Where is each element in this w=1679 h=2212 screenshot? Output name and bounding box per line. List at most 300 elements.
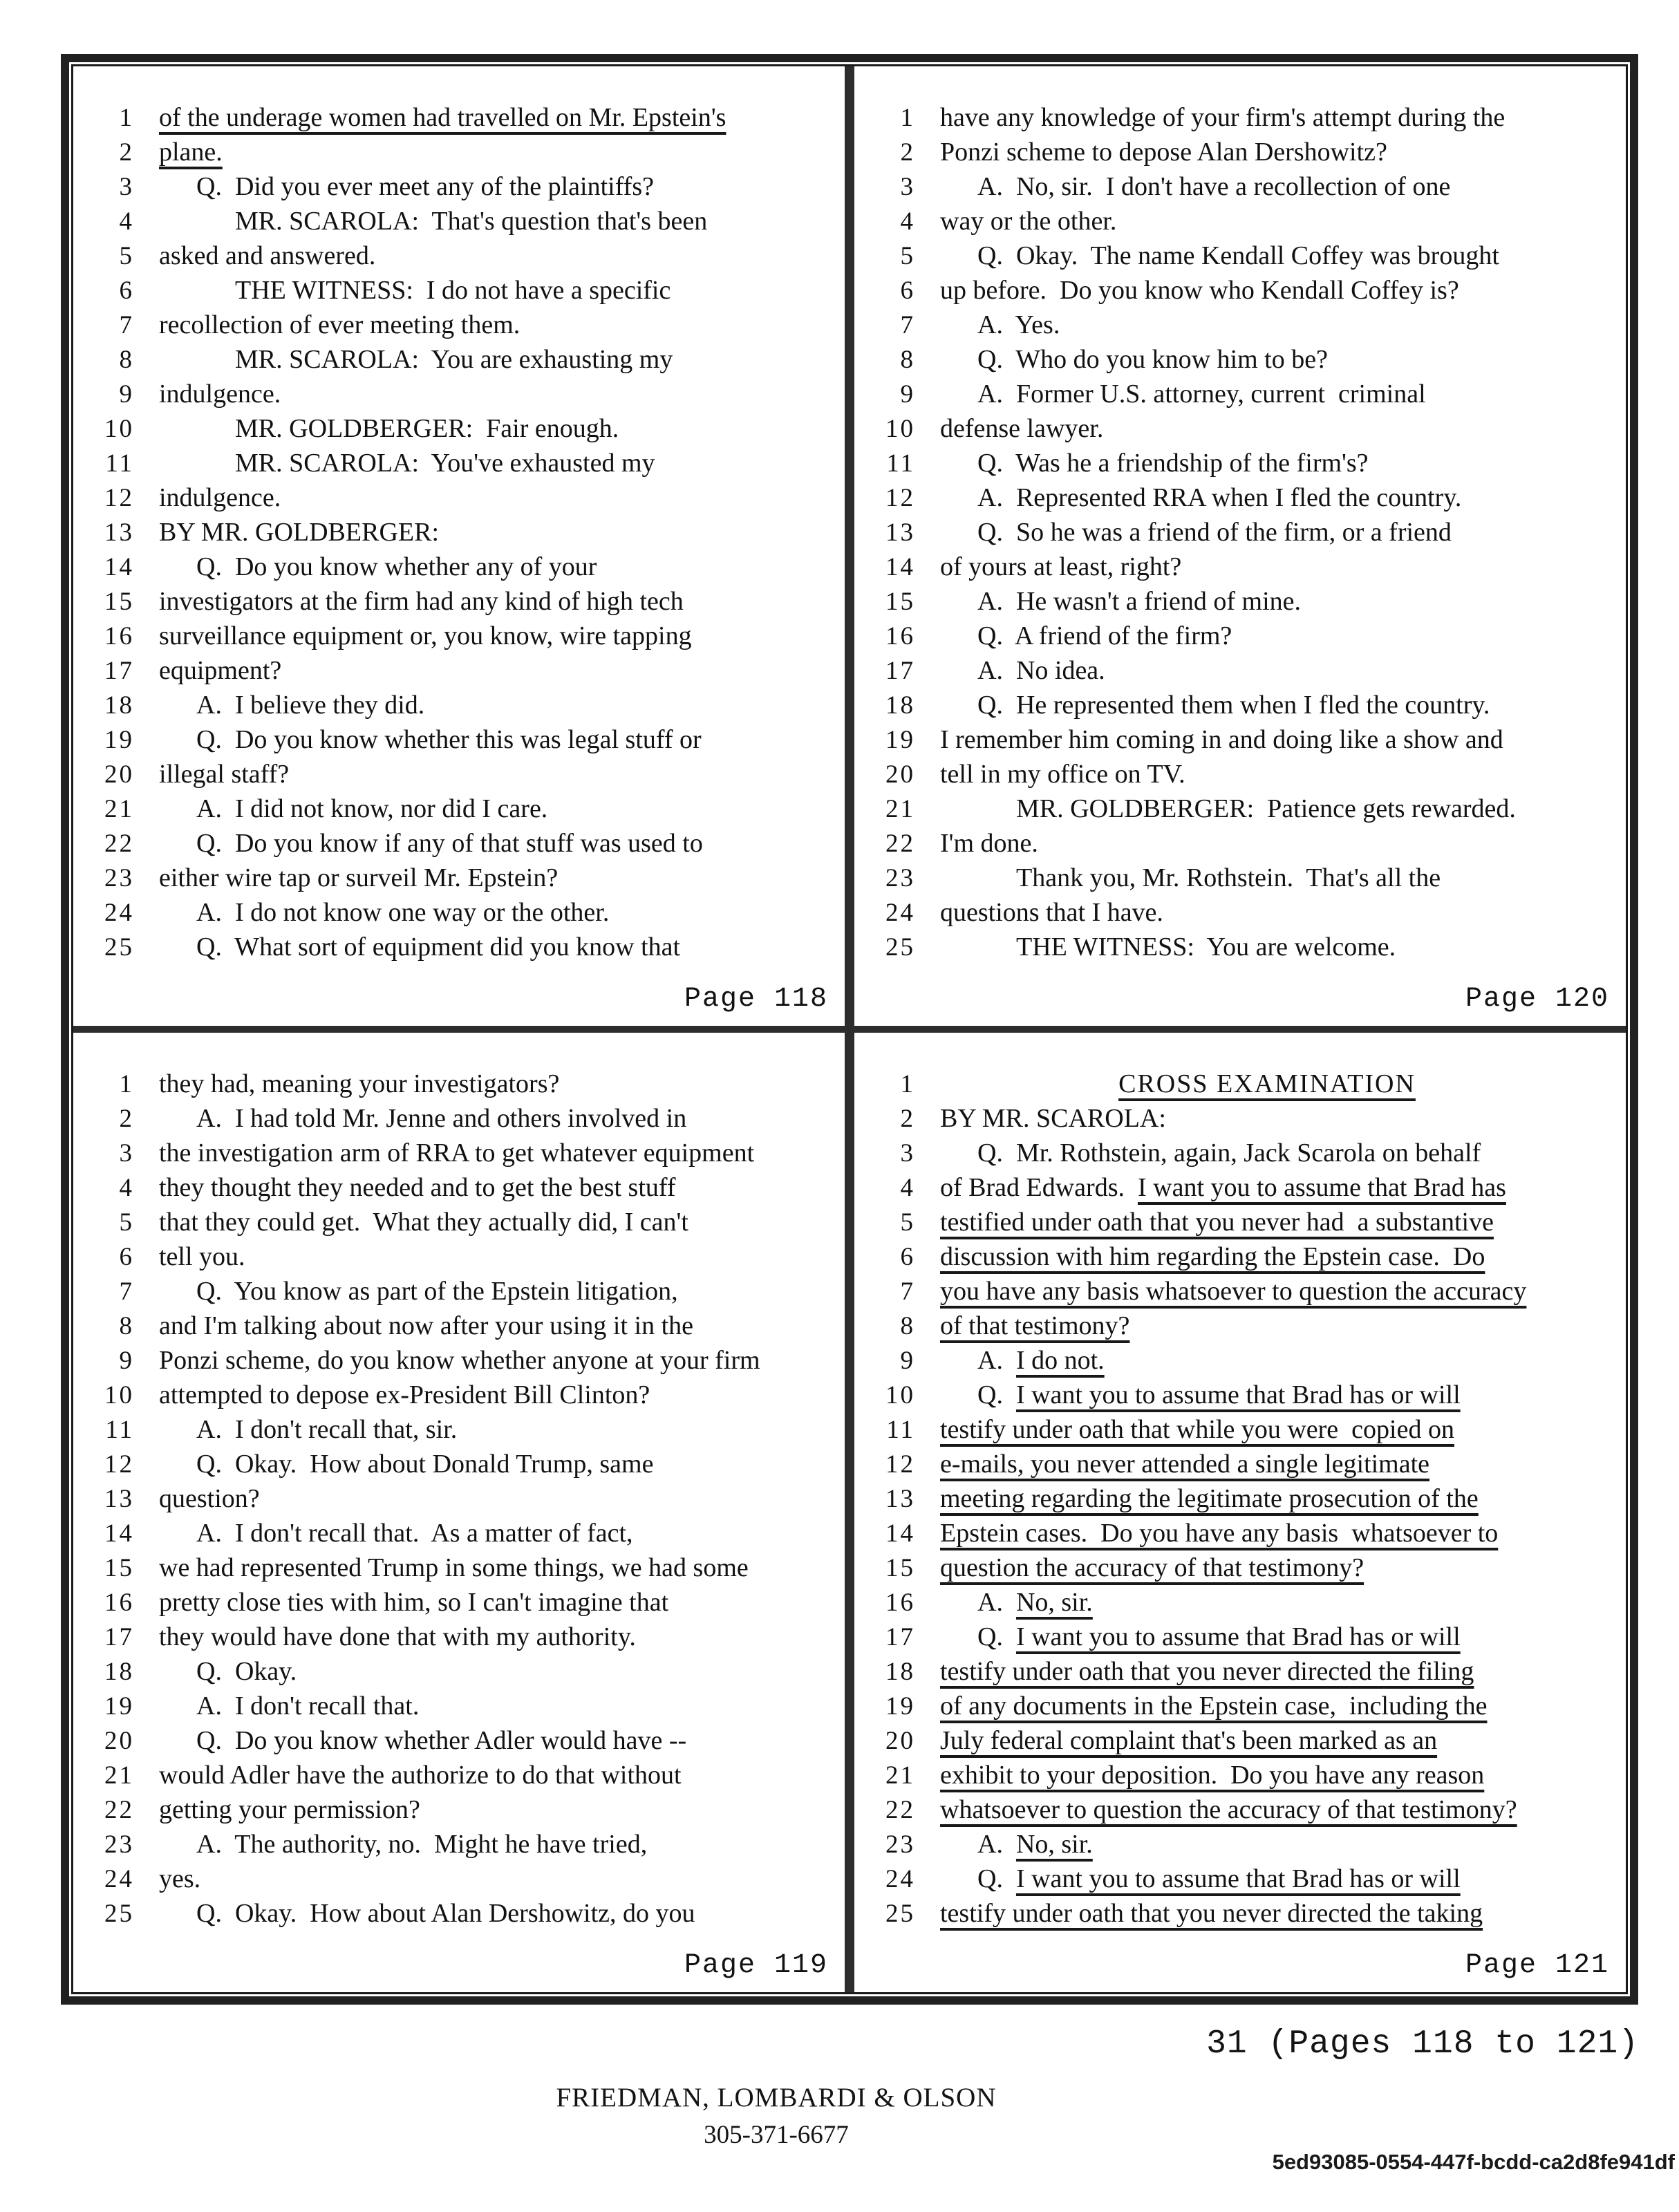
line-text	[159, 1760, 682, 1790]
line-text	[196, 1449, 653, 1479]
line-number: 19	[885, 1692, 915, 1721]
page-label: Page 120	[1465, 984, 1609, 1015]
line-text	[196, 932, 680, 962]
transcript-line	[84, 1587, 838, 1622]
line-text	[940, 137, 1387, 167]
text-segment: Ponzi scheme to depose Alan Dershowitz?	[940, 138, 1387, 167]
text-segment: Thank you, Mr. Rothstein. That's all the	[1016, 863, 1441, 892]
transcript-line	[84, 1103, 838, 1138]
line-text	[977, 1864, 1461, 1894]
line-number: 21	[104, 795, 134, 823]
transcript-line	[84, 413, 838, 448]
transcript-line	[84, 586, 838, 621]
line-number: 23	[885, 864, 915, 892]
text-segment: Q. Do you know whether Adler would have --	[196, 1726, 687, 1755]
text-segment: Q. You know as part of the Epstein litigation,	[196, 1277, 678, 1306]
transcript-line	[865, 1276, 1619, 1311]
transcript-line	[84, 1656, 838, 1691]
line-number: 17	[885, 1623, 915, 1651]
line-number: 8	[900, 1312, 915, 1340]
text-segment: Q. So he was a friend of the firm, or a friend	[977, 518, 1452, 547]
line-text	[977, 1829, 1093, 1859]
line-number: 1	[900, 104, 915, 132]
transcript-line	[865, 1725, 1619, 1760]
line-text	[196, 1414, 457, 1445]
transcript-line	[84, 1622, 838, 1656]
transcript-line	[84, 275, 838, 310]
transcript-line	[865, 1656, 1619, 1691]
line-number: 14	[104, 553, 134, 581]
line-number: 5	[900, 242, 915, 270]
line-text	[977, 1380, 1461, 1410]
transcript-line	[84, 794, 838, 828]
page-label: Page 118	[684, 984, 828, 1015]
line-text	[159, 1587, 668, 1618]
line-text	[940, 1172, 1506, 1203]
text-segment: Q. Okay. How about Donald Trump, same	[196, 1450, 654, 1479]
line-number: 12	[885, 1450, 915, 1479]
transcript-line	[865, 1311, 1619, 1345]
text-segment: I'm done.	[940, 829, 1038, 858]
line-number: 6	[119, 276, 134, 305]
line-number: 18	[885, 691, 915, 720]
transcript-line	[84, 1553, 838, 1587]
line-number: 3	[119, 173, 134, 201]
court-reporter-firm: FRIEDMAN, LOMBARDI & OLSON	[556, 2083, 997, 2112]
line-number: 25	[104, 1900, 134, 1928]
transcript-line	[865, 1864, 1619, 1898]
line-number: 16	[104, 622, 134, 650]
line-text	[159, 655, 281, 686]
line-text	[159, 1172, 676, 1203]
line-number: 24	[885, 899, 915, 927]
text-segment: A.	[977, 1830, 1016, 1859]
transcript-line	[865, 1138, 1619, 1172]
line-number: 24	[885, 1865, 915, 1893]
line-number: 5	[900, 1208, 915, 1237]
line-text	[977, 171, 1450, 202]
sheet-page-range: 31 (Pages 118 to 121)	[1206, 2025, 1639, 2063]
line-number: 4	[900, 207, 915, 236]
transcript-line	[865, 1553, 1619, 1587]
line-text	[940, 724, 1503, 755]
reporter-block	[556, 2082, 996, 2150]
line-text	[940, 1414, 1454, 1445]
underlined-text-segment: of the underage women had travelled on Mr. Epstein's	[159, 103, 726, 132]
text-segment: BY MR. SCAROLA:	[940, 1104, 1166, 1133]
line-number: 17	[104, 1623, 134, 1651]
line-text	[159, 1553, 749, 1583]
line-text	[196, 552, 597, 582]
line-text	[159, 621, 692, 651]
text-segment: I remember him coming in and doing like a show and	[940, 725, 1503, 754]
transcript-line	[865, 690, 1619, 724]
line-number: 25	[104, 933, 134, 962]
transcript-line	[84, 1483, 838, 1518]
text-segment: A. No, sir. I don't have a recollection of one	[977, 172, 1451, 201]
line-number: 22	[885, 1796, 915, 1824]
transcript-line	[84, 1380, 838, 1414]
text-segment: Q. Do you know whether any of your	[196, 552, 597, 581]
underlined-text-segment: of any documents in the Epstein case, including the	[940, 1691, 1488, 1721]
line-text	[940, 1276, 1526, 1306]
underlined-text-segment: Epstein cases. Do you have any basis whatsoever to	[940, 1519, 1499, 1548]
transcript-line	[865, 241, 1619, 275]
line-number: 6	[900, 1243, 915, 1271]
line-text	[977, 379, 1426, 409]
line-text	[977, 655, 1105, 686]
text-segment: they would have done that with my authority.	[159, 1622, 636, 1651]
line-number: 7	[119, 311, 134, 339]
transcript-line	[84, 1794, 838, 1829]
line-text	[940, 759, 1185, 789]
line-text	[977, 621, 1232, 651]
transcript-line	[84, 517, 838, 552]
line-number: 20	[885, 760, 915, 789]
text-segment: Q.	[977, 1380, 1016, 1409]
underlined-text-segment: I want you to assume that Brad has or will	[1015, 1864, 1461, 1893]
page-label: Page 121	[1465, 1950, 1609, 1981]
text-segment: way or the other.	[940, 207, 1117, 236]
line-text	[915, 1069, 1619, 1099]
text-segment: A. He wasn't a friend of mine.	[977, 587, 1301, 616]
transcript-line	[865, 897, 1619, 932]
line-number: 21	[885, 795, 915, 823]
page-label: Page 119	[684, 1950, 828, 1981]
line-text	[196, 1276, 678, 1306]
transcript-line	[865, 517, 1619, 552]
transcript-line	[865, 1103, 1619, 1138]
line-number: 2	[900, 1105, 915, 1133]
text-segment: indulgence.	[159, 483, 281, 512]
line-text	[940, 1760, 1484, 1790]
line-text	[940, 552, 1181, 582]
line-number: 13	[885, 1485, 915, 1513]
line-number: 5	[119, 1208, 134, 1237]
line-text	[159, 1311, 693, 1341]
transcript-line	[84, 206, 838, 241]
transcript-line	[84, 828, 838, 863]
text-segment: they thought they needed and to get the best stuff	[159, 1173, 676, 1202]
transcript-line	[84, 552, 838, 586]
line-number: 1	[119, 1070, 134, 1098]
underlined-text-segment: I want you to assume that Brad has	[1137, 1173, 1506, 1202]
line-text	[940, 1518, 1498, 1548]
underlined-text-segment: CROSS EXAMINATION	[1118, 1069, 1416, 1098]
text-segment: A.	[977, 1346, 1016, 1375]
line-number: 2	[119, 138, 134, 167]
line-text	[977, 690, 1490, 720]
transcript-line	[84, 690, 838, 724]
line-text	[196, 1898, 695, 1929]
transcript-line	[84, 1864, 838, 1898]
line-text	[196, 171, 654, 202]
transcript-line	[84, 897, 838, 932]
transcript-line	[865, 621, 1619, 655]
line-text	[159, 482, 281, 513]
text-segment: A. I don't recall that.	[196, 1691, 420, 1721]
text-segment: surveillance equipment or, you know, wire tapping	[159, 621, 692, 650]
text-segment: A. Yes.	[977, 310, 1060, 339]
page-quadrant-120	[854, 66, 1626, 1026]
line-number: 20	[885, 1727, 915, 1755]
text-segment: they had, meaning your investigators?	[159, 1069, 560, 1098]
line-number: 18	[104, 691, 134, 720]
line-number: 15	[104, 588, 134, 616]
line-text	[940, 1656, 1474, 1687]
transcript-line	[865, 102, 1619, 137]
underlined-text-segment: e-mails, you never attended a single legitimate	[940, 1450, 1430, 1479]
line-text	[159, 517, 439, 547]
line-number: 23	[104, 1830, 134, 1859]
line-text	[159, 379, 281, 409]
transcript-line	[865, 1691, 1619, 1725]
text-segment: of Brad Edwards.	[940, 1173, 1138, 1202]
transcript-line	[84, 1829, 838, 1864]
line-text	[159, 1622, 636, 1652]
line-number: 11	[105, 1416, 134, 1444]
text-segment: Q. Was he a friendship of the firm's?	[977, 449, 1369, 478]
underlined-text-segment: No, sir.	[1015, 1588, 1093, 1617]
line-number: 17	[104, 657, 134, 685]
transcript-line	[84, 932, 838, 966]
text-segment: THE WITNESS: You are welcome.	[1016, 932, 1396, 962]
text-segment: A. The authority, no. Might he have tried,	[196, 1830, 648, 1859]
line-number: 22	[885, 830, 915, 858]
text-segment: yes.	[159, 1864, 201, 1893]
transcript-line	[84, 1414, 838, 1449]
line-text	[940, 1103, 1166, 1134]
underlined-text-segment: No, sir.	[1015, 1830, 1093, 1859]
transcript-line	[84, 1207, 838, 1241]
transcript-line	[865, 1518, 1619, 1553]
transcript-line	[865, 1898, 1619, 1933]
transcript-line	[865, 724, 1619, 759]
transcript-line	[865, 759, 1619, 794]
line-text	[940, 1794, 1517, 1825]
line-text	[235, 413, 619, 444]
text-segment: MR. GOLDBERGER: Patience gets rewarded.	[1016, 794, 1516, 823]
text-segment: Q.	[977, 1622, 1016, 1651]
text-segment: Q. A friend of the firm?	[977, 621, 1232, 650]
transcript-line	[84, 448, 838, 482]
text-segment: A.	[977, 1588, 1016, 1617]
transcript-line	[84, 621, 838, 655]
line-text	[196, 1103, 686, 1134]
line-number: 13	[885, 518, 915, 547]
text-segment: either wire tap or surveil Mr. Epstein?	[159, 863, 559, 892]
line-text	[977, 482, 1461, 513]
line-number: 24	[104, 899, 134, 927]
transcript-line	[865, 1449, 1619, 1483]
line-text	[940, 1449, 1429, 1479]
line-number: 18	[104, 1658, 134, 1686]
transcript-line	[865, 1380, 1619, 1414]
line-number: 14	[885, 1519, 915, 1548]
line-text	[977, 448, 1369, 478]
transcript-line	[84, 482, 838, 517]
line-text	[196, 897, 609, 928]
transcript-sheet-inner-border	[71, 64, 1628, 1994]
line-number: 7	[119, 1277, 134, 1306]
line-number: 6	[900, 276, 915, 305]
transcript-line	[865, 1414, 1619, 1449]
line-text	[159, 1794, 420, 1825]
line-text	[977, 1138, 1481, 1168]
line-text	[159, 1380, 650, 1410]
line-number: 5	[119, 242, 134, 270]
text-segment: the investigation arm of RRA to get whatever equipment	[159, 1138, 755, 1168]
transcript-line	[865, 1483, 1619, 1518]
line-number: 15	[104, 1554, 134, 1582]
transcript-line	[84, 1760, 838, 1794]
text-segment: equipment?	[159, 656, 282, 685]
line-number: 18	[885, 1658, 915, 1686]
text-segment: asked and answered.	[159, 241, 376, 270]
underlined-text-segment: plane.	[159, 138, 223, 167]
underlined-text-segment: testified under oath that you never had a substantive	[940, 1208, 1494, 1237]
underlined-text-segment: I want you to assume that Brad has or will	[1015, 1380, 1461, 1409]
line-text	[235, 448, 655, 478]
line-number: 22	[104, 830, 134, 858]
line-number: 4	[119, 1174, 134, 1202]
transcript-line	[865, 482, 1619, 517]
line-text	[977, 1622, 1461, 1652]
underlined-text-segment: discussion with him regarding the Epstein case. Do	[940, 1242, 1485, 1271]
transcript-line	[84, 1172, 838, 1207]
line-number: 14	[885, 553, 915, 581]
line-text	[940, 1241, 1485, 1272]
pages-grid	[73, 66, 1626, 1992]
transcript-line	[84, 759, 838, 794]
underlined-text-segment: meeting regarding the legitimate prosecution of the	[940, 1484, 1479, 1513]
text-segment: we had represented Trump in some things, we had some	[159, 1553, 749, 1582]
line-number: 4	[119, 207, 134, 236]
transcript-line	[84, 1241, 838, 1276]
page-divider-horizontal	[73, 1026, 1626, 1033]
transcript-line	[84, 1311, 838, 1345]
transcript-line	[84, 1518, 838, 1553]
line-number: 20	[104, 1727, 134, 1755]
text-segment: investigators at the firm had any kind of high tech	[159, 587, 684, 616]
transcript-line	[84, 724, 838, 759]
line-number: 9	[119, 1347, 134, 1375]
transcript-line	[84, 344, 838, 379]
line-number: 12	[885, 484, 915, 512]
text-segment: A. I did not know, nor did I care.	[196, 794, 548, 823]
text-segment: recollection of ever meeting them.	[159, 310, 520, 339]
line-text	[940, 413, 1103, 444]
page-quadrant-119	[73, 1033, 845, 1992]
text-segment: Q. Did you ever meet any of the plaintiffs?	[196, 172, 654, 201]
line-number: 3	[900, 1139, 915, 1168]
line-number: 10	[885, 415, 915, 443]
line-text	[159, 863, 558, 893]
transcript-line	[865, 1172, 1619, 1207]
text-segment: Q. Mr. Rothstein, again, Jack Scarola on behalf	[977, 1138, 1481, 1168]
transcript-line	[84, 655, 838, 690]
line-text	[159, 1864, 200, 1894]
transcript-line	[865, 413, 1619, 448]
transcript-line	[865, 275, 1619, 310]
text-segment: defense lawyer.	[940, 414, 1104, 443]
line-text	[159, 759, 289, 789]
transcript-line	[865, 171, 1619, 206]
line-text	[235, 275, 670, 306]
line-text	[196, 1725, 686, 1756]
text-segment: MR. GOLDBERGER: Fair enough.	[235, 414, 619, 443]
line-number: 10	[104, 1381, 134, 1409]
line-number: 17	[885, 657, 915, 685]
line-number: 3	[900, 173, 915, 201]
line-text	[940, 275, 1459, 306]
page-quadrant-118	[73, 66, 845, 1026]
transcript-line	[84, 102, 838, 137]
line-number: 24	[104, 1865, 134, 1893]
line-number: 25	[885, 1900, 915, 1928]
line-text	[940, 1898, 1483, 1929]
underlined-text-segment: July federal complaint that's been marked as an	[940, 1726, 1438, 1755]
line-number: 3	[119, 1139, 134, 1168]
line-number: 2	[119, 1105, 134, 1133]
underlined-text-segment: testify under oath that you never directed the taking	[940, 1899, 1483, 1928]
line-number: 7	[900, 311, 915, 339]
line-number: 9	[119, 380, 134, 409]
text-segment: Q. What sort of equipment did you know that	[196, 932, 681, 962]
line-number: 7	[900, 1277, 915, 1306]
text-segment: questions that I have.	[940, 898, 1163, 927]
line-number: 13	[104, 1485, 134, 1513]
text-segment: BY MR. GOLDBERGER:	[159, 518, 440, 547]
line-number: 10	[104, 415, 134, 443]
line-number: 19	[104, 726, 134, 754]
transcript-line	[865, 1622, 1619, 1656]
text-segment: tell in my office on TV.	[940, 760, 1185, 789]
transcript-line	[865, 137, 1619, 171]
line-text	[159, 310, 520, 340]
line-text	[196, 1518, 633, 1548]
line-number: 19	[104, 1692, 134, 1721]
line-text	[196, 1656, 297, 1687]
line-text	[235, 344, 673, 375]
line-number: 8	[900, 346, 915, 374]
transcript-line	[865, 206, 1619, 241]
transcript-line	[865, 552, 1619, 586]
line-number: 14	[104, 1519, 134, 1548]
transcript-line	[84, 1449, 838, 1483]
line-number: 22	[104, 1796, 134, 1824]
line-text	[940, 206, 1116, 236]
line-text	[940, 1207, 1494, 1237]
line-number: 16	[885, 1588, 915, 1617]
line-number: 2	[900, 138, 915, 167]
line-number: 11	[886, 449, 915, 478]
text-segment: Q.	[977, 1864, 1016, 1893]
underlined-text-segment: whatsoever to question the accuracy of that testimony?	[940, 1795, 1517, 1824]
line-text	[977, 344, 1328, 375]
transcript-line	[865, 344, 1619, 379]
line-number: 20	[104, 760, 134, 789]
line-text	[1016, 794, 1516, 824]
line-number: 15	[885, 588, 915, 616]
line-text	[1016, 863, 1441, 893]
line-text	[159, 1069, 559, 1099]
text-segment: A. I believe they did.	[196, 691, 425, 720]
text-segment: A. No idea.	[977, 656, 1105, 685]
transcript-line	[865, 1069, 1619, 1103]
line-text	[940, 1311, 1129, 1341]
transcript-line	[865, 932, 1619, 966]
